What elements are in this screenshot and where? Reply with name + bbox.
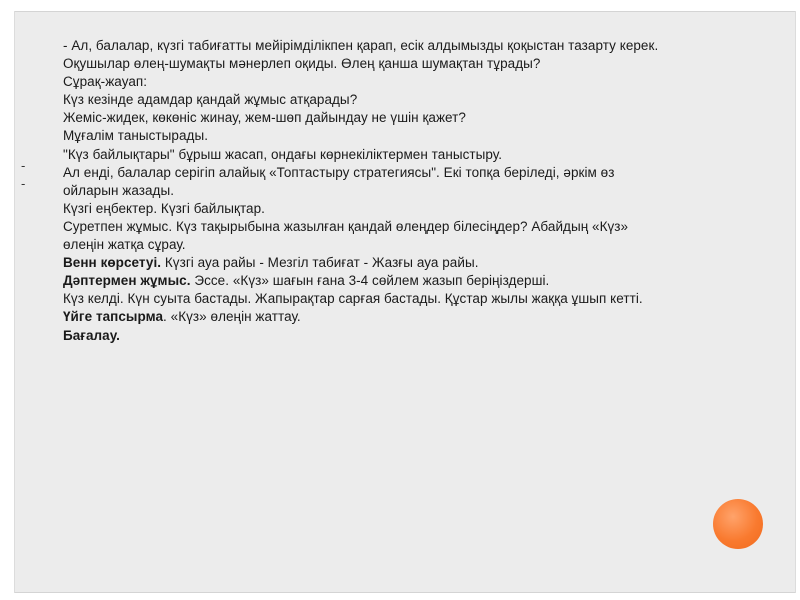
text-line: Мұғалім таныстырады. [63,128,209,144]
assessment-heading: Бағалау. [63,327,120,343]
text-line: Суретпен жұмыс. Күз тақырыбына жазылған қандай өлеңдер білесіңдер? Абайдың «Күз» [63,218,629,234]
homework-heading: Үйге тапсырма [63,309,164,325]
text-line: Күз кезінде адамдар қандай жұмыс атқарады? [63,92,358,108]
homework-text: . «Күз» өлеңін жаттау. [163,309,301,325]
bullet-marker-2: - [21,176,26,191]
homework-line [63,308,753,326]
text-line: Жеміс-жидек, көкөніс жинау, жем-шөп дайындау не үшін қажет? [63,110,466,126]
venn-line [63,254,753,272]
text-line: өлеңін жатқа сұрау. [63,237,186,253]
text-line: ойларын жазады. [63,182,175,198]
venn-text: Күзгі ауа райы - Мезгіл табиғат - Жазғы ауа райы. [161,255,479,271]
text-line: Сұрақ-жауап: [63,74,148,90]
text-line: Оқушылар өлең-шумақты мәнерлеп оқиды. Өлең қанша шумақтан тұрады? [63,56,541,72]
text-line: Ал енді, балалар серігіп алайық «Топтастыру стратегиясы". Екі топқа беріледі, әркім өз [63,164,615,180]
notebook-heading: Дәптермен жұмыс. [63,273,191,289]
orange-circle-decoration [713,499,763,549]
text-line: Күзгі еңбектер. Күзгі байлықтар. [63,200,265,216]
text-line: "Күз байлықтары" бұрыш жасап, ондағы көрнекіліктермен таныстыру. [63,146,503,162]
notebook-text: Эссе. «Күз» шағын ғана 3-4 сөйлем жазып беріңіздерші. [190,273,550,289]
text-line: - Ал, балалар, күзгі табиғатты мейірімділікпен қарап, есік алдымызды қоқыстан тазарту керек. [63,38,659,53]
notebook-line [63,272,753,290]
venn-heading: Венн көрсетуі. [63,255,162,271]
autumn-line: Күз келді. Күн суыта бастады. Жапырақтар сарғая бастады. Құстар жылы жаққа ұшып кетті. [63,291,643,307]
slide-body-text [63,37,753,345]
bullet-marker-1: - [21,158,26,173]
content-panel [14,11,796,593]
